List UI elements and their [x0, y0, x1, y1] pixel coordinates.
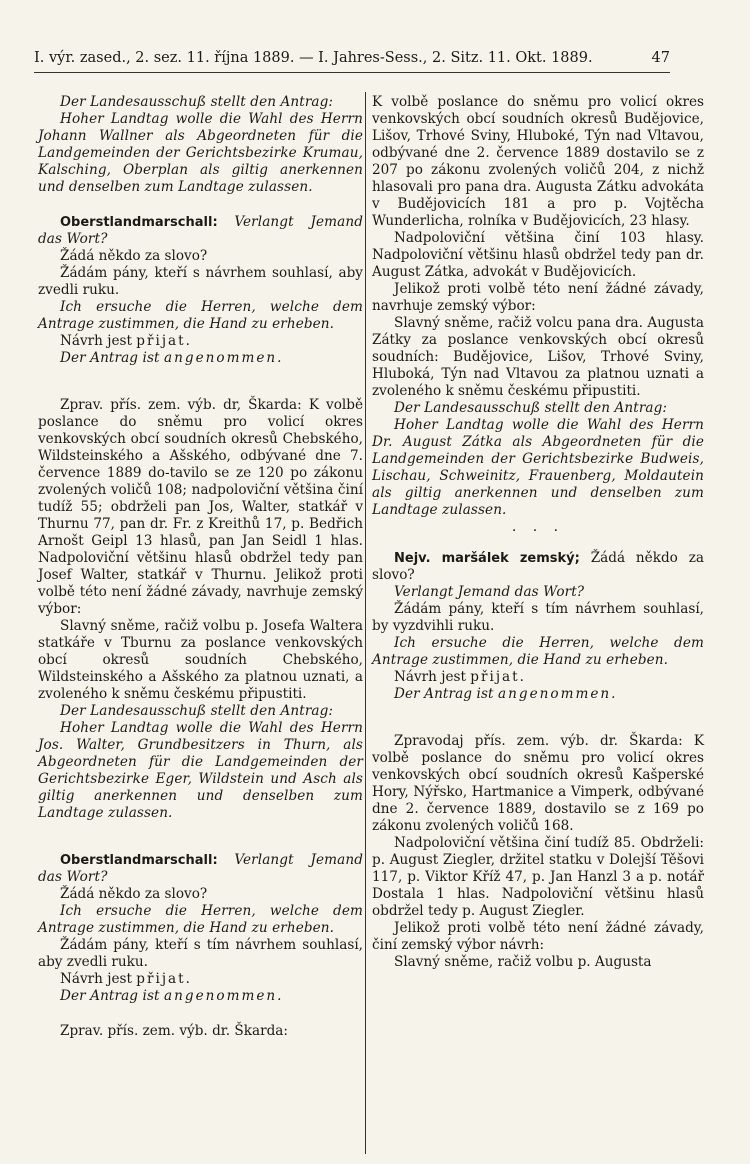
paragraph: Ich ersuche die Herren, welche dem Antrage zustimmen, die Hand zu erheben.	[38, 299, 363, 332]
result-line: Návrh jest přijat.	[60, 971, 192, 987]
left-column	[38, 94, 363, 1040]
paragraph: Jelikož proti volbě této není žádné závady, činí zemský výbor návrh:	[372, 920, 704, 953]
speaker-label: Zprav. přís. zem. výb. dr, Škarda:	[60, 397, 302, 413]
paragraph: Ich ersuche die Herren, welche dem Antrage zustimmen, die Hand zu erheben.	[372, 635, 704, 668]
paragraph: Jelikož proti volbě této není žádné závady, navrhuje zemský výbor:	[372, 281, 704, 314]
paragraph: Slavný sněme, račiž volcu pana dra. Augusta Zátky za poslance venkovských obcí okresů soudních: Budějovice, Lišov, Trhové Sviny, Hluboká, Týn nad Vltavou za platnou uznati a zvoleného k sněmu českému připustiti.	[372, 315, 704, 399]
paragraph: K volbě poslance do sněmu pro volicí okres venkovských obcí soudních okresů Budějovice, Lišov, Trhové Sviny, Hluboké, Týn nad Vltavou, odbývané dne 2. července 1889 dostavilo se z 207 po zákonu zvolených voličů 204, z nichž hlasovali pro pana dra. Augusta Zátku advokáta v Budějovicích 181 a pro p. Vojtěcha Wunderlicha, rolníka v Budějovicích, 23 hlasy.	[372, 94, 704, 229]
speaker-paragraph	[372, 733, 704, 835]
paragraph: Der Landesausschuß stellt den Antrag:	[60, 94, 334, 110]
paragraph: Žádám pány, kteří s návrhem souhlasí, aby zvedli ruku.	[38, 265, 363, 298]
paragraph: Der Landesausschuß stellt den Antrag:	[60, 703, 334, 719]
column-divider	[365, 92, 366, 1154]
paragraph: Žádá někdo za slovo?	[60, 886, 208, 902]
speaker-paragraph	[38, 397, 363, 618]
speaker-paragraph	[372, 550, 704, 584]
speaker-label: Nejv. maršálek zemský;	[394, 551, 580, 566]
paragraph: Verlangt Jemand das Wort?	[394, 584, 585, 600]
speaker-paragraph: Zprav. přís. zem. výb. dr. Škarda:	[60, 1023, 288, 1039]
speech-text: Verlangt Jemand das Wort?	[38, 214, 363, 247]
result-line: Návrh jest přijat.	[394, 669, 526, 685]
section-ornament: · · ·	[511, 523, 565, 539]
paragraph: Nadpoloviční většina činí 103 hlasy. Nadpoloviční většinu hlasů obdržel tedy pan dr. August Zátka, advokát v Budějovicích.	[372, 230, 704, 280]
speaker-paragraph	[38, 852, 363, 886]
paragraph: Slavný sněme, račiž volbu p. Augusta	[394, 954, 652, 970]
speaker-label: Zpravodaj přís. zem. výb. dr. Škarda:	[394, 733, 683, 749]
right-column	[372, 94, 704, 971]
paragraph: Žádám pány, kteří s tím návrhem souhlasí, aby zvedli ruku.	[38, 937, 363, 970]
speaker-paragraph	[38, 214, 363, 248]
result-line: Der Antrag ist angenommen.	[60, 988, 284, 1004]
header-rule	[34, 72, 670, 73]
result-line: Der Antrag ist angenommen.	[394, 686, 618, 702]
page-header	[34, 48, 670, 68]
paragraph: Žádám pány, kteří s tím návrhem souhlasí, by vyzdvihli ruku.	[372, 601, 704, 634]
result-line: Der Antrag ist angenommen.	[60, 350, 284, 366]
paragraph: Ich ersuche die Herren, welche dem Antrage zustimmen, die Hand zu erheben.	[38, 903, 363, 936]
paragraph: Der Landesausschuß stellt den Antrag:	[394, 400, 668, 416]
speech-text: Verlangt Jemand das Wort?	[38, 852, 363, 885]
speech-text: Žádá někdo za slovo?	[372, 550, 704, 583]
header-session-line: I. výr. zased., 2. sez. 11. října 1889. — I. Jahres-Sess., 2. Sitz. 11. Okt. 1889.	[34, 50, 593, 66]
paragraph: Hoher Landtag wolle die Wahl des Herrn Dr. August Zátka als Abgeordneten für die Landgemeinden der Gerichtsbezirke Budweis, Lischau, Schweinitz, Frauenberg, Moldautein als giltig anerkennen und denselben zum Landtage zulassen.	[372, 417, 704, 518]
speech-text: K volbě poslance do sněmu pro volicí okres venkovských obcí soudních okresů Kašperské Hory, Nýřsko, Hartmanice a Vimperk, odbývané dne 2. července 1889, dostavilo se z 169 po zákonu zvolených voličů 168.	[372, 733, 704, 834]
speaker-label: Oberstlandmarschall:	[60, 853, 218, 868]
paragraph: Hoher Landtag wolle die Wahl des Herrn Jos. Walter, Grundbesitzers in Thurn, als Abgeordneten für die Landgemeinden der Gerichtsbezirke Eger, Wildstein und Asch als giltig anerkennen und denselben zum Landtage zulassen.	[38, 720, 363, 821]
paragraph: Hoher Landtag wolle die Wahl des Herrn Johann Wallner als Abgeordneten für die Landgemeinden der Gerichtsbezirke Krumau, Kalsching, Oberplan als giltig anerkennen und denselben zum Landtage zulassen.	[38, 111, 363, 195]
speaker-label: Oberstlandmarschall:	[60, 215, 218, 230]
paragraph: Slavný sněme, račiž volbu p. Josefa Waltera statkáře v Tburnu za poslance venkovských obcí okresů soudních Chebského, Wildsteinského a Ašského za platnou uznati, a zvoleného k sněmu českému připustiti.	[38, 618, 363, 702]
paragraph: Nadpoloviční většina činí tudíž 85. Obdrželi: p. August Ziegler, držitel statku v Dolejší Těšovi 117, p. Viktor Kříž 47, p. Jan Hanzl 3 a p. notář Dostala 1 hlas. Nadpoloviční většinu hlasů obdržel tedy p. August Ziegler.	[372, 835, 704, 919]
result-line: Návrh jest přijat.	[60, 333, 192, 349]
speech-text: K volbě poslance do sněmu pro volicí okres venkovských obcí soudních okresů Chebského, Wildsteinského a Ašského, odbývané dne 7. července 1889 do-tavilo se ze 120 po zákonu zvolených voličů 108; nadpoloviční většina činí tudíž 55; obdrželi pan Jos, Walter, statkář v Thurnu 77, pan dr. Fr. z Kreithů 17, p. Bedřich Arnošt Geipl 13 hlasů, pan Jan Seidl 1 hlas. Nadpoloviční většinu hlasů obdržel tedy pan Josef Walter, statkář v Thurnu. Jelikož proti volbě této není žádné závady, navrhuje zemský výbor:	[38, 397, 364, 617]
paragraph: Žádá někdo za slovo?	[60, 248, 208, 264]
page-number: 47	[651, 50, 670, 66]
